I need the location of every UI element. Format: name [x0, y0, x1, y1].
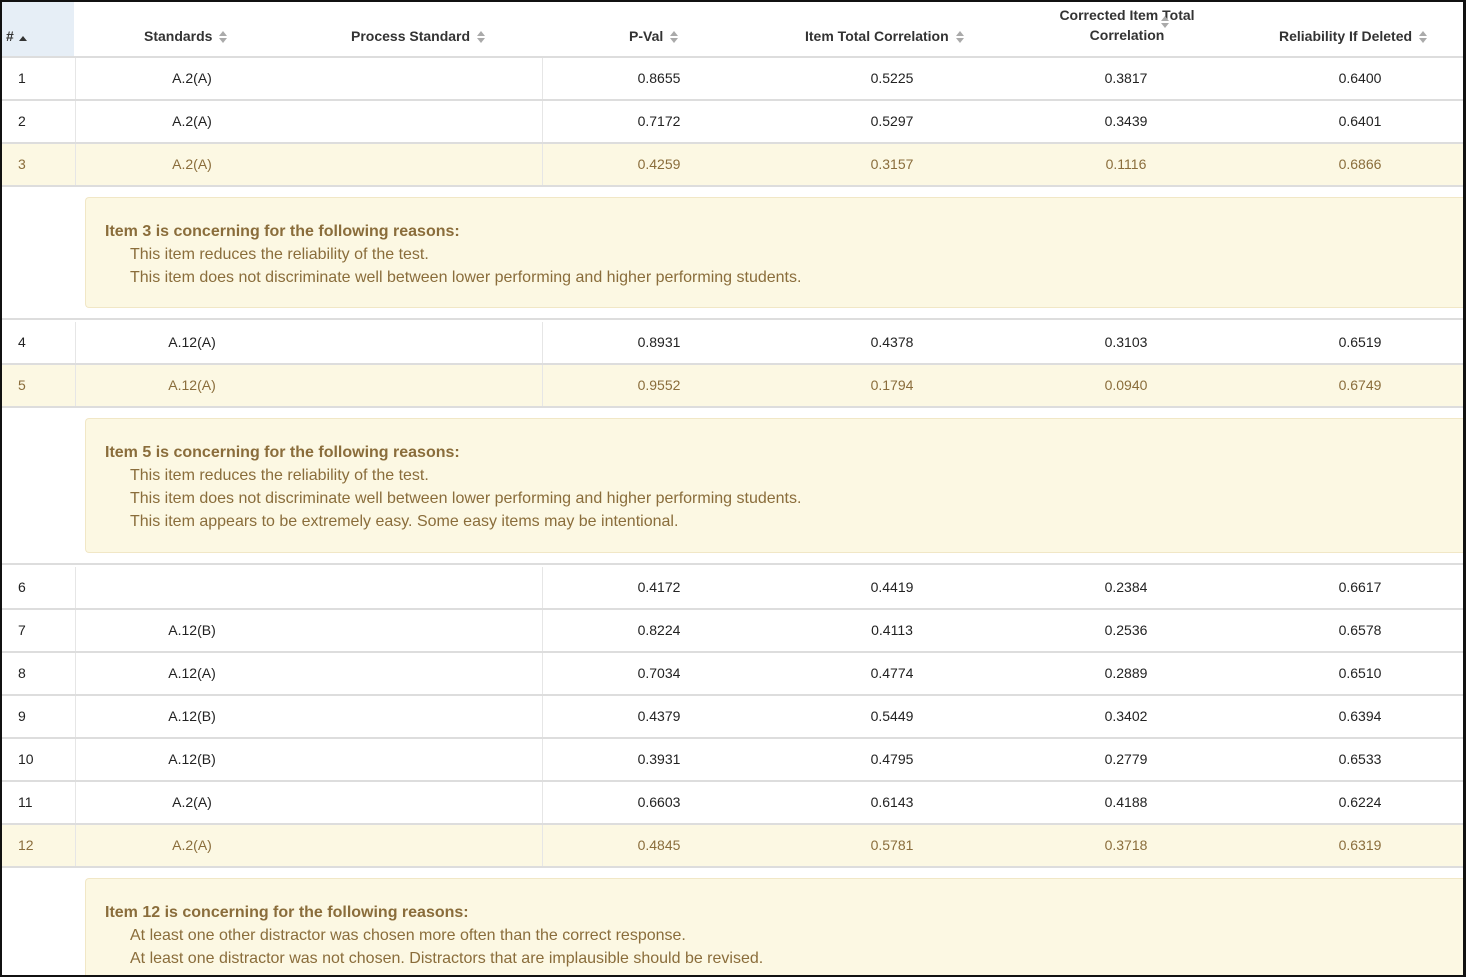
alert-row — [2, 187, 1466, 320]
table-row[interactable] — [2, 365, 1466, 408]
cell-pval: 0.4845 — [637, 837, 681, 853]
concern-alert — [85, 197, 1466, 308]
column-divider — [75, 696, 76, 737]
cell-citc: 0.3817 — [1104, 70, 1148, 86]
cell-rid: 0.6866 — [1338, 156, 1382, 172]
cell-citc: 0.2779 — [1104, 751, 1148, 767]
cell-pval: 0.4259 — [637, 156, 681, 172]
column-header-label: Reliability If Deleted — [1279, 28, 1413, 44]
cell-standard: A.12(A) — [168, 334, 216, 350]
column-divider — [75, 101, 76, 142]
cell-num: 6 — [18, 579, 26, 595]
cell-rid: 0.6519 — [1338, 334, 1382, 350]
cell-standard: A.2(A) — [172, 70, 212, 86]
cell-num: 5 — [18, 377, 26, 393]
column-divider — [542, 739, 543, 780]
alert-reason: At least one other distractor was chosen more often than the correct response. — [130, 927, 686, 944]
cell-itc: 0.5225 — [870, 70, 914, 86]
cell-pval: 0.6603 — [637, 794, 681, 810]
column-header-label-line2: Correlation — [1089, 27, 1165, 43]
column-divider — [542, 101, 543, 142]
cell-num: 11 — [18, 794, 33, 810]
cell-num: 4 — [18, 334, 26, 350]
alert-reason: At least one distractor was not chosen. Distractors that are implausible should be revised. — [130, 950, 764, 967]
cell-citc: 0.0940 — [1104, 377, 1148, 393]
cell-pval: 0.8224 — [637, 622, 681, 638]
alert-title: Item 12 is concerning for the following reasons: — [105, 904, 469, 921]
cell-citc: 0.2384 — [1104, 579, 1148, 595]
cell-num: 8 — [18, 665, 26, 681]
cell-rid: 0.6617 — [1338, 579, 1382, 595]
column-divider — [542, 825, 543, 866]
column-header-process-standard[interactable] — [351, 2, 486, 56]
cell-citc: 0.1116 — [1105, 156, 1147, 172]
column-divider — [75, 322, 76, 363]
cell-itc: 0.4774 — [870, 665, 914, 681]
cell-standard: A.12(B) — [168, 708, 216, 724]
cell-standard: A.2(A) — [172, 794, 212, 810]
column-header-label: # — [6, 28, 14, 44]
table-row[interactable] — [2, 696, 1466, 739]
cell-standard: A.12(A) — [168, 377, 216, 393]
alert-reason: This item does not discriminate well between lower performing and higher performing students. — [130, 269, 802, 286]
cell-itc: 0.4795 — [870, 751, 914, 767]
cell-pval: 0.4172 — [637, 579, 681, 595]
cell-standard: A.2(A) — [172, 837, 212, 853]
cell-citc: 0.3718 — [1104, 837, 1148, 853]
column-divider — [542, 782, 543, 823]
alert-reason: This item reduces the reliability of the test. — [130, 246, 429, 263]
cell-citc: 0.3439 — [1104, 113, 1148, 129]
cell-rid: 0.6394 — [1338, 708, 1382, 724]
column-header-item-total-correlation[interactable] — [805, 2, 965, 56]
column-header-label-line1: Corrected Item Total — [1059, 7, 1195, 23]
column-divider — [542, 567, 543, 608]
column-divider — [542, 58, 543, 99]
sort-icon — [1418, 30, 1428, 44]
cell-pval: 0.8655 — [637, 70, 681, 86]
cell-num: 9 — [18, 708, 26, 724]
column-divider — [542, 653, 543, 694]
cell-rid: 0.6578 — [1338, 622, 1382, 638]
column-divider — [542, 365, 543, 406]
column-header-label: Item Total Correlation — [805, 28, 949, 44]
cell-standard: A.12(B) — [168, 751, 216, 767]
cell-citc: 0.2889 — [1104, 665, 1148, 681]
column-divider — [75, 782, 76, 823]
sort-icon — [955, 30, 965, 44]
concern-alert — [85, 878, 1466, 977]
alert-title: Item 5 is concerning for the following reasons: — [105, 444, 460, 461]
cell-citc: 0.3402 — [1104, 708, 1148, 724]
cell-rid: 0.6224 — [1338, 794, 1382, 810]
column-divider — [542, 696, 543, 737]
cell-itc: 0.4378 — [870, 334, 914, 350]
cell-standard: A.12(B) — [168, 622, 216, 638]
cell-standard: A.12(A) — [168, 665, 216, 681]
cell-itc: 0.5781 — [870, 837, 914, 853]
cell-citc: 0.3103 — [1104, 334, 1148, 350]
cell-num: 1 — [18, 70, 26, 86]
table-row[interactable] — [2, 567, 1466, 610]
cell-rid: 0.6400 — [1338, 70, 1382, 86]
cell-num: 2 — [18, 113, 26, 129]
cell-itc: 0.5449 — [870, 708, 914, 724]
table-row[interactable] — [2, 782, 1466, 825]
column-header-standards[interactable] — [144, 2, 228, 56]
table-row[interactable] — [2, 610, 1466, 653]
column-header-number[interactable] — [2, 2, 74, 56]
cell-pval: 0.7034 — [637, 665, 681, 681]
cell-num: 3 — [18, 156, 26, 172]
alert-reason: This item does not discriminate well between lower performing and higher performing students. — [130, 490, 802, 507]
sort-ascending-icon — [19, 34, 29, 44]
column-header-label: P-Val — [629, 28, 664, 44]
cell-standard: A.2(A) — [172, 113, 212, 129]
column-divider — [75, 567, 76, 608]
alert-row — [2, 408, 1466, 565]
column-divider — [542, 144, 543, 185]
cell-citc: 0.2536 — [1104, 622, 1148, 638]
alert-reason: This item reduces the reliability of the test. — [130, 467, 429, 484]
table-row[interactable] — [2, 653, 1466, 696]
table-row[interactable] — [2, 322, 1466, 365]
cell-num: 7 — [18, 622, 26, 638]
cell-itc: 0.4419 — [870, 579, 914, 595]
sort-icon — [1160, 15, 1170, 29]
column-divider — [75, 825, 76, 866]
table-row[interactable] — [2, 739, 1466, 782]
cell-pval: 0.4379 — [637, 708, 681, 724]
table-row[interactable] — [2, 825, 1466, 868]
cell-itc: 0.5297 — [870, 113, 914, 129]
cell-num: 10 — [18, 751, 34, 767]
alert-row — [2, 868, 1466, 977]
table-row[interactable] — [2, 58, 1466, 101]
cell-rid: 0.6533 — [1338, 751, 1382, 767]
cell-rid: 0.6401 — [1338, 113, 1382, 129]
column-header-reliability-if-deleted[interactable] — [1279, 2, 1428, 56]
sort-icon — [476, 30, 486, 44]
column-divider — [75, 58, 76, 99]
column-divider — [75, 653, 76, 694]
cell-citc: 0.4188 — [1104, 794, 1148, 810]
table-header — [2, 2, 1466, 58]
cell-pval: 0.8931 — [637, 334, 681, 350]
alert-reason: This item appears to be extremely easy. Some easy items may be intentional. — [130, 513, 679, 530]
cell-rid: 0.6319 — [1338, 837, 1382, 853]
column-header-p-val[interactable] — [629, 2, 679, 56]
cell-rid: 0.6749 — [1338, 377, 1382, 393]
cell-itc: 0.6143 — [870, 794, 914, 810]
cell-itc: 0.4113 — [871, 622, 913, 638]
column-divider — [75, 739, 76, 780]
cell-pval: 0.9552 — [637, 377, 681, 393]
cell-itc: 0.1794 — [870, 377, 914, 393]
cell-pval: 0.7172 — [637, 113, 681, 129]
table-row[interactable] — [2, 101, 1466, 144]
sort-icon — [218, 30, 228, 44]
cell-rid: 0.6510 — [1338, 665, 1382, 681]
column-divider — [542, 322, 543, 363]
column-header-corrected-item-total-correlation[interactable] — [1032, 2, 1222, 56]
table-row[interactable] — [2, 144, 1466, 187]
cell-num: 12 — [18, 837, 34, 853]
concern-alert — [85, 418, 1466, 553]
column-header-label: Process Standard — [351, 28, 471, 44]
alert-title: Item 3 is concerning for the following reasons: — [105, 223, 460, 240]
column-divider — [75, 365, 76, 406]
cell-standard — [112, 567, 272, 608]
cell-standard: A.2(A) — [172, 156, 212, 172]
cell-itc: 0.3157 — [870, 156, 914, 172]
sort-icon — [669, 30, 679, 44]
column-header-label: Standards — [144, 28, 213, 44]
column-divider — [542, 610, 543, 651]
column-divider — [75, 144, 76, 185]
column-divider — [75, 610, 76, 651]
cell-pval: 0.3931 — [637, 751, 681, 767]
